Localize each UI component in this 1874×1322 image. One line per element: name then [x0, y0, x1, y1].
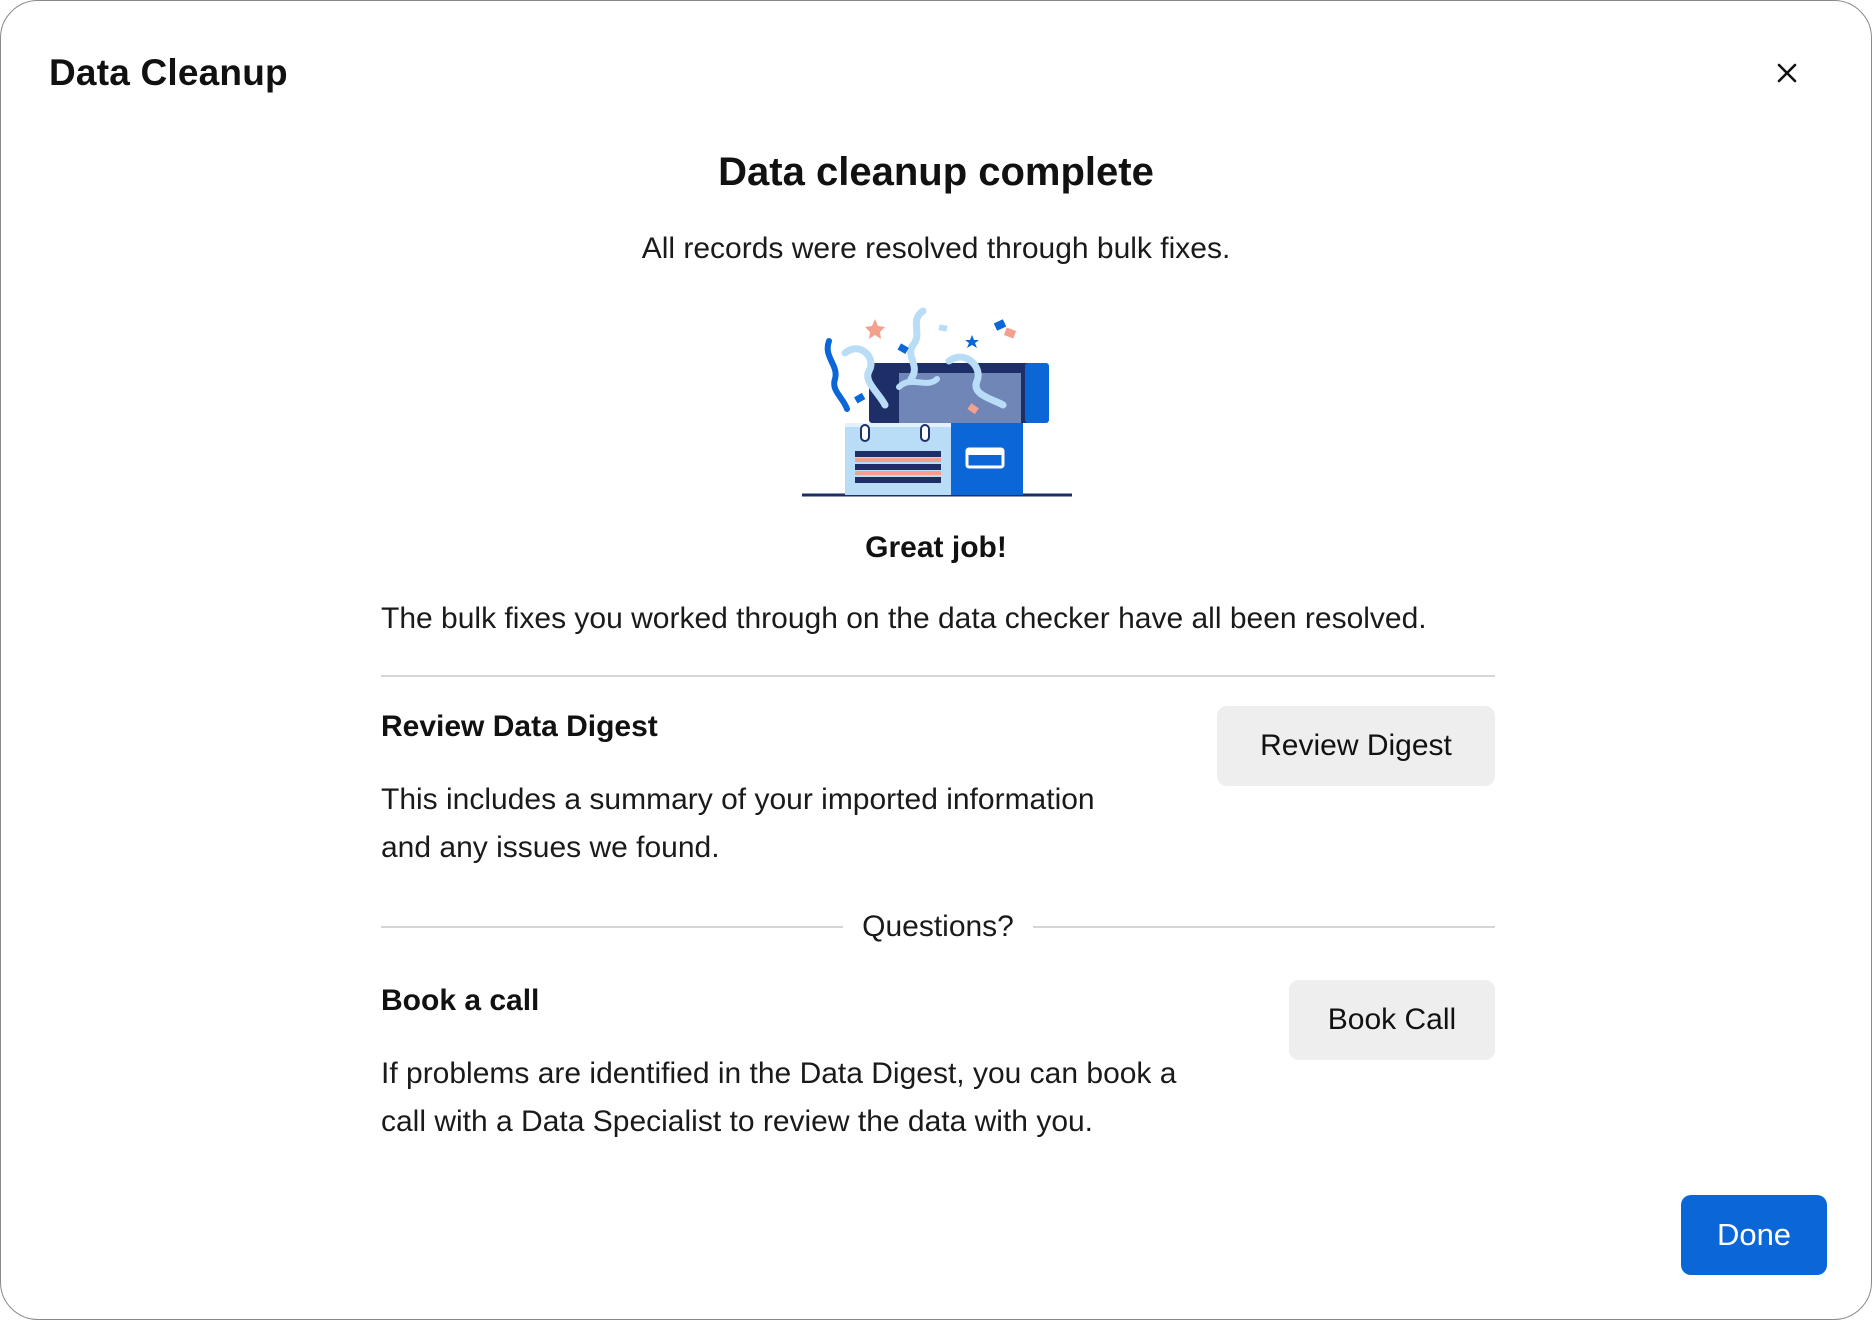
questions-divider-line-right [1033, 926, 1495, 928]
book-section-body-line1: If problems are identified in the Data Digest, you can book a [381, 1057, 1177, 1090]
great-job-text: Great job! [865, 531, 1007, 564]
completion-heading: Data cleanup complete [718, 150, 1154, 194]
close-button[interactable] [1769, 55, 1805, 91]
completion-subheading: All records were resolved through bulk fixes. [641, 232, 1231, 265]
book-section-body-line2: call with a Data Specialist to review the data with you. [381, 1105, 1094, 1138]
book-call-button[interactable]: Book Call [1289, 980, 1495, 1060]
review-section-body-line2: and any issues we found. [381, 831, 720, 864]
review-section-title: Review Data Digest [381, 710, 658, 743]
section-divider [381, 675, 1495, 677]
modal-title: Data Cleanup [49, 52, 288, 93]
toolbox-confetti-illustration [799, 301, 1075, 501]
book-section-title: Book a call [381, 984, 540, 1017]
review-section-body [381, 776, 1095, 872]
book-section-body [381, 1050, 1176, 1146]
questions-label: Questions? [862, 910, 1014, 943]
questions-divider [381, 907, 1495, 947]
close-icon [1769, 55, 1805, 91]
review-section-body-line1: This includes a summary of your imported information [381, 783, 1095, 816]
completion-description: The bulk fixes you worked through on the data checker have all been resolved. [381, 602, 1427, 635]
review-digest-button[interactable]: Review Digest [1217, 706, 1495, 786]
done-button[interactable]: Done [1681, 1195, 1827, 1275]
